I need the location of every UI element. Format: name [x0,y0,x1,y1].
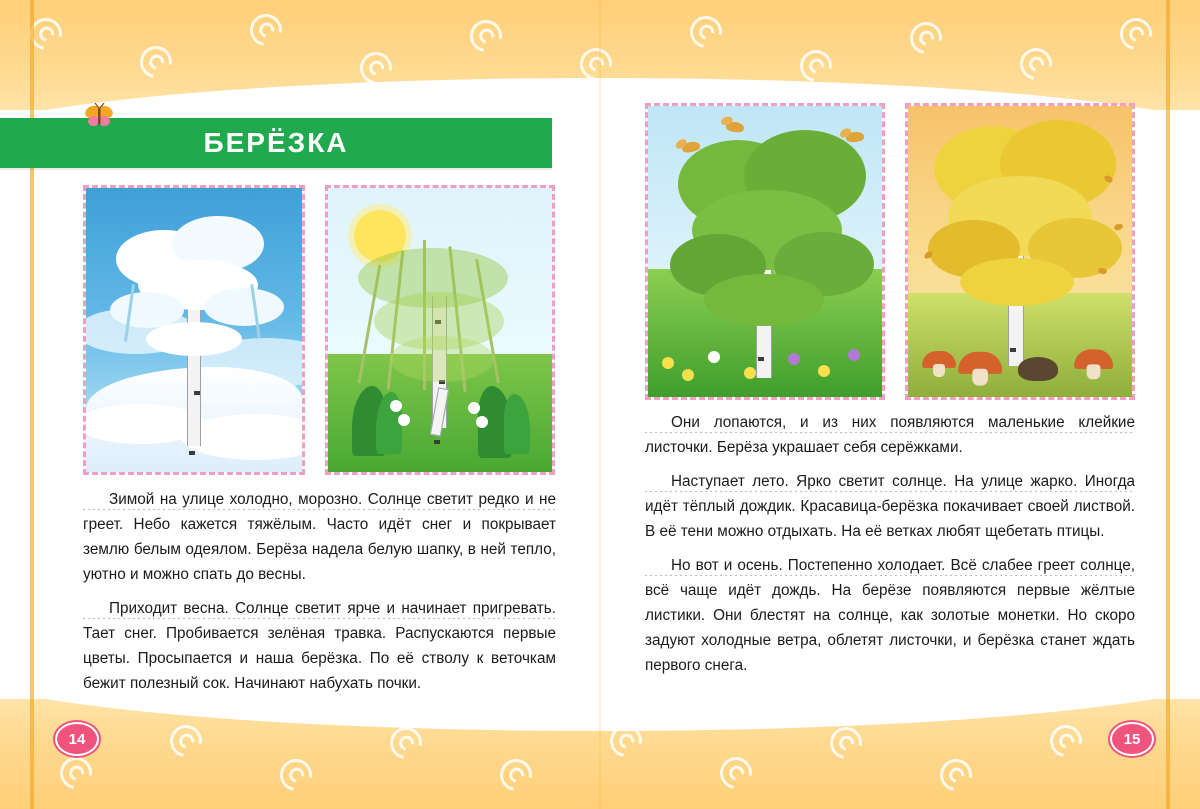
butterfly-icon [84,103,114,129]
paragraph: Но вот и осень. Постепенно холодает. Всё слабее греет солнце, всё чаще идёт дождь. На берёзе появляются первые жёлтые листики. Они блестят на солнце, как золотые монетки. Но скоро задуют холодные ветра, облетят листочки, и берёзка станет ждать первого снега. [645,553,1135,678]
paragraph: Приходит весна. Солнце светит ярче и начинает пригревать. Тает снег. Пробивается зелёная травка. Распускаются первые цветы. Просыпается и наша берёзка. По её стволу к веточкам бежит полезный сок. Начинают набухать почки. [83,596,556,696]
mushroom-icon [922,351,956,375]
paragraph: Наступает лето. Ярко светит солнце. На улице жарко. Иногда идёт тёплый дождик. Красавица-берёзка покачивает своей листвой. В её тени можно отдыхать. На её ветках любят щебетать птицы. [645,469,1135,544]
illustration-autumn-birch [905,103,1135,400]
paragraph: Зимой на улице холодно, морозно. Солнце светит редко и не греет. Небо кажется тяжёлым. Часто идёт снег и покрывает землю белым одеялом. Берёза надела белую шапку, в ней тепло, уютно и можно спать до весны. [83,487,556,587]
illustration-spring-birch [325,185,555,475]
hedgehog-icon [1018,357,1058,381]
mushroom-icon [958,352,1002,383]
illustration-winter-birch [83,185,305,475]
left-page-text [83,487,556,696]
right-page-text [645,410,1135,678]
mushroom-icon [1074,349,1113,377]
paragraph: Они лопаются, и из них появляются маленькие клейкие листочки. Берёза украшает себя серёжками. [645,410,1135,460]
page-number-right: 15 [1110,722,1154,756]
right-margin-rule [1166,0,1170,809]
book-spine [599,0,601,809]
page-number-left: 14 [55,722,99,756]
chapter-title-banner [0,118,552,168]
illustration-summer-birch [645,103,885,400]
page-title: БЕРЁЗКА [203,127,349,158]
